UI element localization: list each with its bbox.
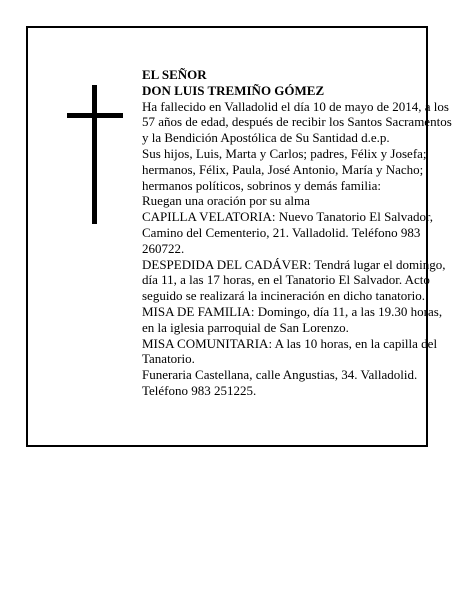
misa-comunitaria-label: MISA COMUNITARIA: xyxy=(142,335,273,351)
despedida-text: Tendrá lugar el domingo, día 11, a las 17 horas, en el Tanatorio El Salvador. Acto seguido se realizará la incineración en dicho tanatorio. xyxy=(142,256,446,304)
cross-icon-bar xyxy=(67,113,123,118)
funeraria-info: Funeraria Castellana, calle Angustias, 34. Valladolid. Teléfono 983 251225. xyxy=(142,367,418,398)
obituary-frame xyxy=(26,26,452,447)
despedida-label: DESPEDIDA DEL CADÁVER: xyxy=(142,256,312,272)
family-list: Sus hijos, Luis, Marta y Carlos; padres, Félix y Josefa; hermanos, Félix, Paula, José Antonio, María y Nacho; hermanos políticos, sobrinos y demás familia: xyxy=(142,145,427,193)
misa-comunitaria-text: A las 10 horas, en la capilla del Tanatorio. xyxy=(142,335,438,367)
cross-icon xyxy=(92,85,97,224)
misa-familia-label: MISA DE FAMILIA: xyxy=(142,303,255,319)
prayer-request: Ruegan una oración por su alma xyxy=(142,193,310,209)
obituary-text xyxy=(142,67,452,399)
misa-comunitaria-section xyxy=(142,336,452,368)
capilla-text: Nuevo Tanatorio El Salvador, Camino del Cementerio, 21. Valladolid. Teléfono 983 260722. xyxy=(142,209,434,256)
capilla-label: CAPILLA VELATORIA: xyxy=(142,209,276,225)
misa-familia-section xyxy=(142,304,452,336)
misa-familia-text: Domingo, día 11, a las 19.30 horas, en la iglesia parroquial de San Lorenzo. xyxy=(142,303,443,335)
capilla-section xyxy=(142,209,452,256)
despedida-section xyxy=(142,257,452,304)
title-line-1: EL SEÑOR xyxy=(142,67,207,82)
deceased-name: DON LUIS TREMIÑO GÓMEZ xyxy=(142,82,325,98)
announcement: Ha fallecido en Valladolid el día 10 de mayo de 2014, a los 57 años de edad, después de recibir los Santos Sacramentos y la Bendición Apostólica de Su Santidad d.e.p. xyxy=(142,98,452,146)
